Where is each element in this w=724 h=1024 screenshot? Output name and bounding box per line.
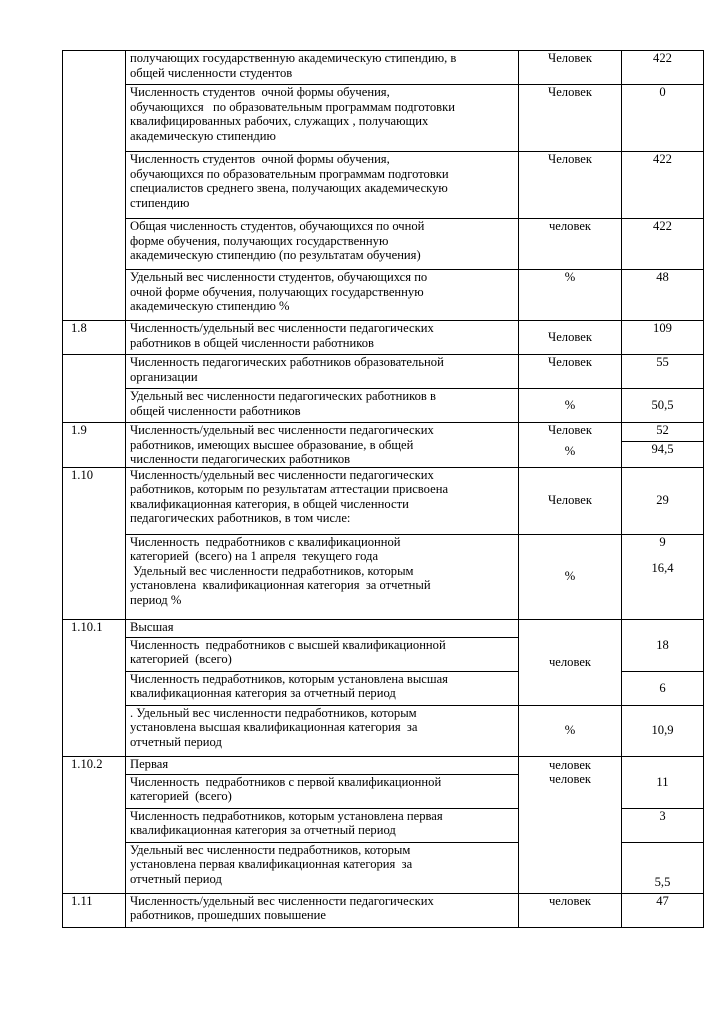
indicators-table [62, 50, 704, 928]
row-number: 1.10 [63, 467, 126, 619]
unit-cell: человек [519, 219, 622, 270]
indicator-text: Численность педработников, которым установлена первая квалификационная категория за отчетный период [126, 808, 519, 842]
value-cell: 6 [622, 671, 704, 705]
table-row [63, 270, 704, 321]
value-cell: 10,9 [622, 705, 704, 756]
row-number: 1.9 [63, 423, 126, 468]
indicator-text: Удельный вес численности студентов, обучающихся по очной форме обучения, получающих государственную академическую стипендию % [126, 270, 519, 321]
row-number: 1.10.1 [63, 619, 126, 756]
table-row [63, 467, 704, 534]
value-cell: 48 [622, 270, 704, 321]
row-number: 1.11 [63, 893, 126, 927]
value-cell: 9 16,4 [622, 534, 704, 619]
unit-cell: человек [519, 893, 622, 927]
unit-cell: человек [519, 619, 622, 705]
value-cell: 422 [622, 152, 704, 219]
table-row [63, 51, 704, 85]
value-cell: 422 [622, 219, 704, 270]
value-cell: 29 [622, 467, 704, 534]
indicator-text: Общая численность студентов, обучающихся по очной форме обучения, получающих государственную академическую стипендию (по результатам обучения) [126, 219, 519, 270]
unit-cell: Человек [519, 355, 622, 389]
unit-cell: Человек [519, 85, 622, 152]
value-cell: 109 [622, 321, 704, 355]
indicator-text: . Удельный вес численности педработников, которым установлена высшая квалификационная категория за отчетный период [126, 705, 519, 756]
row-number: 1.10.2 [63, 756, 126, 893]
indicator-text: Численность педработников с квалификационной категорией (всего) на 1 апреля текущего года Удельный вес численности педработников, которым установлена квалификационная категория за отчетный период % [126, 534, 519, 619]
indicator-text: Численность/удельный вес численности педагогических работников, которым по результатам аттестации присвоена квалификационная категория, в общей численности педагогических работников, в том числе: [126, 467, 519, 534]
indicator-text: Численность студентов очной формы обучения, обучающихся по образовательным программам подготовки квалифицированных рабочих, служащих , получающих академическую стипендию [126, 85, 519, 152]
indicator-text: Численность педработников с первой квалификационной категорией (всего) [126, 774, 519, 808]
row-number [63, 355, 126, 423]
indicator-text: Численность студентов очной формы обучения, обучающихся по образовательным программам подготовки специалистов среднего звена, получающих академическую стипендию [126, 152, 519, 219]
indicator-text: Численность педработников с высшей квалификационной категорией (всего) [126, 637, 519, 671]
table-row [63, 423, 704, 442]
unit-cell: Человек [519, 321, 622, 355]
value-cell: 47 [622, 893, 704, 927]
unit-cell-percent: % [564, 443, 576, 458]
indicator-text: получающих государственную академическую стипендию, в общей численности студентов [126, 51, 519, 85]
table-row [63, 756, 704, 774]
value-cell: 422 [622, 51, 704, 85]
table-row [63, 705, 704, 756]
row-number [63, 51, 126, 321]
unit-cell: % [519, 270, 622, 321]
indicator-text: Численность/удельный вес численности педагогических работников, имеющих высшее образование, в общей численности педагогических работников [126, 423, 519, 468]
unit-cell: Человек [519, 51, 622, 85]
unit-cell: Человек [519, 152, 622, 219]
value-cell: 18 [622, 619, 704, 671]
value-cell: 5,5 [622, 842, 704, 893]
table-row [63, 619, 704, 637]
unit-cell: Человек [519, 467, 622, 534]
indicator-text: Первая [126, 756, 519, 774]
unit-cell [519, 423, 622, 468]
value-cell: 52 [622, 423, 704, 442]
table-row [63, 534, 704, 619]
table-row [63, 893, 704, 927]
indicator-text: Численность педагогических работников образовательной организации [126, 355, 519, 389]
indicator-text: Численность/удельный вес численности педагогических работников в общей численности работников [126, 321, 519, 355]
table-row [63, 85, 704, 152]
indicator-text: Высшая [126, 619, 519, 637]
indicator-text: Удельный вес численности педработников, которым установлена первая квалификационная категория за отчетный период [126, 842, 519, 893]
table-row [63, 152, 704, 219]
row-number: 1.8 [63, 321, 126, 355]
value-cell: 3 [622, 808, 704, 842]
value-cell: 0 [622, 85, 704, 152]
unit-cell: % [519, 389, 622, 423]
table-row [63, 355, 704, 389]
unit-cell: человек человек [519, 756, 622, 893]
indicator-text: Удельный вес численности педагогических работников в общей численности работников [126, 389, 519, 423]
value-cell: 55 [622, 355, 704, 389]
indicator-text: Численность педработников, которым установлена высшая квалификационная категория за отчетный период [126, 671, 519, 705]
table-row [63, 219, 704, 270]
table-row [63, 321, 704, 355]
unit-cell-count: Человек [548, 423, 592, 437]
table-row [63, 389, 704, 423]
indicator-text: Численность/удельный вес численности педагогических работников, прошедших повышение [126, 893, 519, 927]
value-cell: 94,5 [622, 442, 704, 467]
unit-cell: % [519, 705, 622, 756]
unit-cell: % [519, 534, 622, 619]
value-cell: 50,5 [622, 389, 704, 423]
value-cell: 11 [622, 756, 704, 808]
